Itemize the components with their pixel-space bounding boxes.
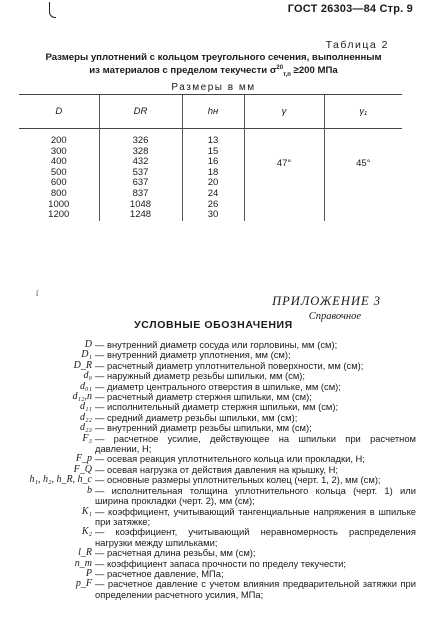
stray-mark: ſ bbox=[36, 289, 39, 298]
definition-text: — исполнительный диаметр стержня шпильки, мм (см); bbox=[95, 401, 339, 413]
definition-item bbox=[16, 527, 416, 548]
definition-text: — наружный диаметр резьбы шпильки, мм (см); bbox=[95, 370, 306, 382]
table-body-row bbox=[19, 129, 402, 221]
column-DR bbox=[99, 129, 182, 221]
definition-item bbox=[16, 434, 416, 455]
definition-item bbox=[16, 579, 416, 600]
cell: 326 bbox=[132, 135, 149, 146]
cell: 26 bbox=[207, 198, 219, 210]
header-gamma1: γ₁ bbox=[324, 95, 402, 129]
cell: 600 bbox=[50, 177, 67, 189]
header-gamma: γ bbox=[244, 95, 324, 129]
definition-symbol: F₃ bbox=[82, 432, 92, 444]
cell: 13 bbox=[207, 135, 219, 146]
cell: 637 bbox=[132, 177, 149, 189]
definition-symbol: d₂₃ bbox=[80, 422, 92, 434]
header-D: D bbox=[19, 95, 99, 129]
definition-symbol: P bbox=[85, 567, 92, 579]
corner-mark bbox=[49, 2, 56, 18]
definition-symbol: d₂₂ bbox=[80, 411, 92, 423]
column-h bbox=[182, 129, 244, 221]
definition-text: — коэффициент запаса прочности по пределу текучести; bbox=[95, 557, 346, 569]
definition-text: — внутренний диаметр уплотнения, мм (см); bbox=[95, 349, 291, 361]
cell: 200 bbox=[50, 135, 67, 146]
caption-sup: 20 bbox=[276, 64, 284, 71]
definition-text: — осевая нагрузка от действия давления на крышку, Н; bbox=[95, 463, 338, 475]
table-caption-line-2 bbox=[0, 65, 427, 78]
definition-text: — коэффициент, учитывающий тангенциальные напряжения в шпильке при затяжке; bbox=[95, 505, 416, 527]
definition-symbol: h₁, h₂, h_R, h_c bbox=[29, 474, 92, 486]
cell: 18 bbox=[207, 166, 219, 178]
cell: 24 bbox=[207, 187, 219, 199]
caption-sub: т,п bbox=[283, 71, 291, 78]
table-header-row bbox=[19, 95, 402, 129]
definition-text: — коэффициент, учитывающий неравномерность распределения нагрузки между шпильками; bbox=[95, 526, 416, 548]
definition-item bbox=[16, 548, 416, 558]
definition-symbol: D₁ bbox=[81, 349, 92, 361]
section-title: УСЛОВНЫЕ ОБОЗНАЧЕНИЯ bbox=[134, 319, 293, 331]
definition-text: — расчетная длина резьбы, мм (см); bbox=[95, 547, 256, 559]
caption-text-end: ≥200 МПа bbox=[290, 65, 338, 76]
definition-symbol: d₁₂,п bbox=[72, 391, 92, 403]
cell: 30 bbox=[207, 209, 219, 221]
table-label: Таблица 2 bbox=[325, 39, 389, 51]
definition-symbol: l_R bbox=[78, 547, 92, 559]
definition-symbol: p_F bbox=[75, 578, 92, 590]
definition-text: — средний диаметр резьбы шпильки, мм (см); bbox=[95, 411, 298, 423]
appendix-title: ПРИЛОЖЕНИЕ 3 bbox=[272, 294, 381, 308]
cell: 16 bbox=[207, 156, 219, 168]
appendix-subtitle: Справочное bbox=[308, 311, 361, 322]
definition-symbol: d₀ bbox=[83, 370, 92, 382]
cell: 1248 bbox=[129, 209, 152, 221]
definition-item bbox=[16, 486, 416, 507]
dimensions-table bbox=[19, 94, 402, 221]
header-h: hн bbox=[182, 95, 244, 129]
cell: 432 bbox=[132, 156, 149, 168]
definition-symbol: n_т bbox=[74, 557, 92, 569]
definition-symbol: F_р bbox=[75, 453, 92, 465]
cell-gamma1: 45° bbox=[324, 129, 402, 221]
definition-symbol: d₁₁ bbox=[80, 401, 92, 413]
cell: 1000 bbox=[48, 198, 70, 210]
definition-symbol: F_Q bbox=[73, 463, 92, 475]
definitions-list bbox=[16, 340, 416, 600]
definition-text: — расчетный диаметр стержня шпильки, мм (см); bbox=[95, 391, 312, 403]
cell: 15 bbox=[207, 145, 219, 157]
cell: 537 bbox=[132, 166, 149, 178]
column-D bbox=[19, 129, 99, 221]
definition-symbol: b bbox=[87, 484, 92, 496]
cell: 300 bbox=[50, 145, 67, 157]
definition-symbol: K₂ bbox=[81, 526, 92, 538]
cell: 1048 bbox=[129, 198, 152, 210]
definition-text: — осевая реакция уплотнительного кольца или прокладки, Н; bbox=[95, 453, 365, 465]
definition-text: — расчетное давление с учетом влияния предварительной затяжки при определении расчетного усилия, МПа; bbox=[95, 578, 416, 600]
definition-text: — внутренний диаметр резьбы шпильки, мм (см); bbox=[95, 422, 312, 434]
definition-text: — расчетное усилие, действующее на шпильки при расчетном давлении, Н; bbox=[95, 432, 416, 455]
cell: 837 bbox=[132, 187, 149, 199]
cell: 328 bbox=[132, 145, 149, 157]
definition-text: — исполнительная толщина уплотнительного кольца (черт. 1) или ширина прокладки (черт. 2), мм (см); bbox=[95, 484, 416, 507]
cell: 400 bbox=[50, 156, 67, 168]
cell: 800 bbox=[50, 187, 67, 199]
definition-symbol: D_R bbox=[73, 359, 92, 371]
cell: 500 bbox=[50, 166, 67, 178]
definition-symbol: D bbox=[84, 339, 92, 350]
cell: 1200 bbox=[48, 209, 70, 221]
cell-gamma: 47° bbox=[244, 129, 324, 221]
definition-symbol: K₁ bbox=[81, 505, 92, 517]
running-title: ГОСТ 26303—84 Стр. 9 bbox=[287, 3, 413, 15]
definition-item bbox=[16, 507, 416, 528]
definition-text: — внутренний диаметр сосуда или горловины, мм (см); bbox=[95, 339, 338, 350]
table-caption-line-1: Размеры уплотнений с кольцом треугольного сечения, выполненным bbox=[45, 52, 382, 63]
definition-text: — основные размеры уплотнительных колец (черт. 1, 2), мм (см); bbox=[95, 474, 381, 486]
definition-text: — диаметр центрального отверстия в шпильке, мм (см); bbox=[95, 380, 341, 392]
definition-text: — расчетный диаметр уплотнительной поверхности, мм (см); bbox=[95, 359, 364, 371]
header-DR: DR bbox=[99, 95, 182, 129]
definition-text: — расчетное давление, МПа; bbox=[95, 567, 224, 579]
cell: 20 bbox=[207, 177, 219, 189]
caption-text: из материалов с пределом текучести σ bbox=[89, 65, 277, 76]
units-label: Размеры в мм bbox=[171, 82, 256, 93]
definition-symbol: d₀₁ bbox=[80, 380, 92, 392]
